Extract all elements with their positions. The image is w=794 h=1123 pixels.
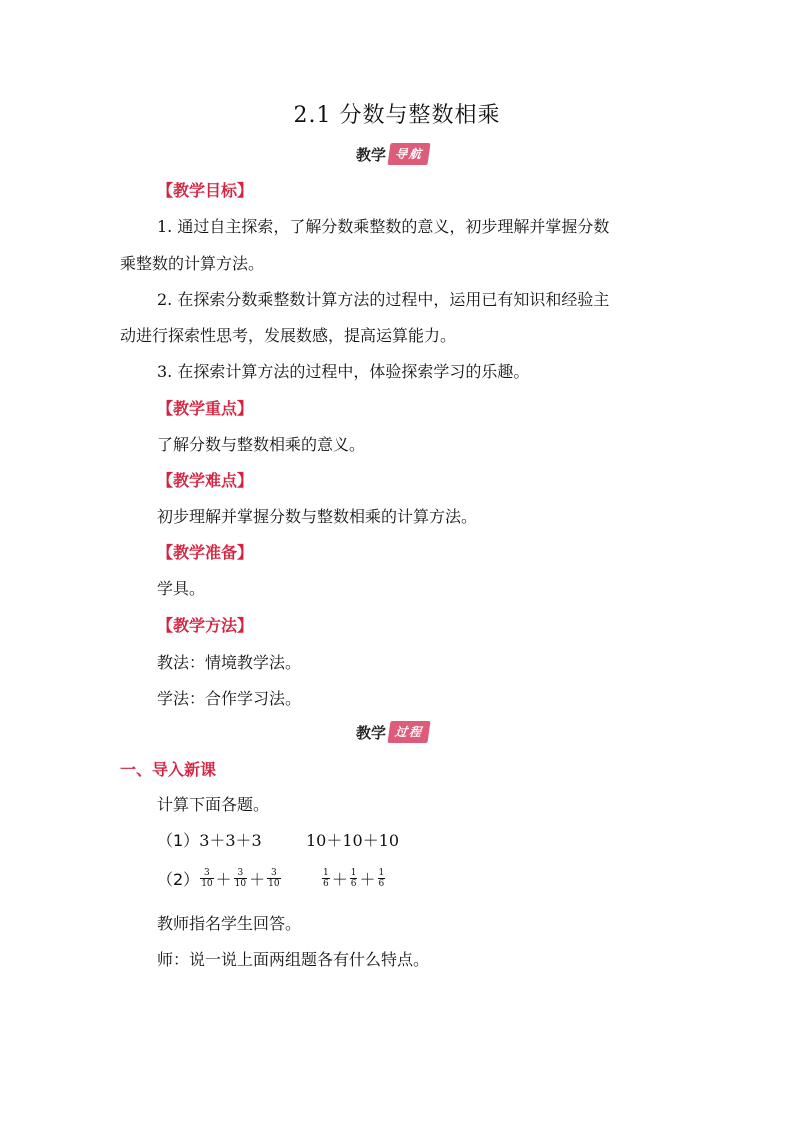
plus-sign: ＋ <box>215 869 232 889</box>
fraction <box>350 868 358 889</box>
section-heading-key: 【教学重点】 <box>157 399 254 418</box>
section-heading-goal: 【教学目标】 <box>157 181 254 200</box>
fraction-numerator: 3 <box>200 868 213 879</box>
question-2 <box>157 860 282 896</box>
fraction <box>200 868 213 889</box>
fraction-numerator: 1 <box>350 867 357 878</box>
fraction-sum-b <box>321 867 386 890</box>
fraction <box>267 868 280 889</box>
section-heading-method: 【教学方法】 <box>157 616 254 635</box>
fraction-numerator: 3 <box>267 868 280 879</box>
badge-teaching-process <box>356 720 429 744</box>
fraction-sum-a <box>199 867 281 890</box>
part-heading-intro: 一、导入新课 <box>120 760 217 779</box>
fraction-numerator: 1 <box>378 867 385 878</box>
goal-item-2-line1: 2. 在探索分数乘整数计算方法的过程中，运用已有知识和经验主 <box>157 290 610 309</box>
prep-text: 学具。 <box>157 579 206 598</box>
key-point-text: 了解分数与整数相乘的意义。 <box>157 435 366 454</box>
question-label: （2） <box>157 869 200 889</box>
answer-note: 教师指名学生回答。 <box>157 914 302 933</box>
fraction-denominator: 10 <box>268 878 280 889</box>
question-1a: 3＋3＋3 <box>199 831 262 850</box>
question-1b: 10＋10＋10 <box>306 831 400 850</box>
fraction-denominator: 10 <box>234 878 247 889</box>
question-1 <box>157 828 262 851</box>
fraction-denominator: 10 <box>201 878 213 889</box>
goal-item-2-line2: 动进行探索性思考，发展数感，提高运算能力。 <box>120 326 457 345</box>
page-title: 2.1 分数与整数相乘 <box>293 103 501 128</box>
plus-sign: ＋ <box>359 869 376 889</box>
goal-item-1-line2: 乘整数的计算方法。 <box>120 254 265 273</box>
badge-tag: 过程 <box>387 721 430 743</box>
intro-text: 计算下面各题。 <box>157 795 270 814</box>
goal-item-1-line1: 1. 通过自主探索，了解分数乘整数的意义，初步理解并掌握分数 <box>157 217 610 236</box>
fraction-sum-b-wrap <box>321 860 386 896</box>
fraction-numerator: 3 <box>234 868 247 879</box>
teacher-question: 师：说一说上面两组题各有什么特点。 <box>157 950 430 969</box>
fraction-denominator: 6 <box>323 878 329 889</box>
section-heading-prep: 【教学准备】 <box>157 543 254 562</box>
fraction <box>322 868 330 889</box>
plus-sign: ＋ <box>331 869 348 889</box>
badge-tag: 导航 <box>387 143 430 165</box>
badge-label: 教学 <box>356 723 387 742</box>
plus-sign: ＋ <box>249 869 266 889</box>
question-label: （1） <box>157 831 200 850</box>
section-heading-difficult: 【教学难点】 <box>157 471 254 490</box>
method-teach-text: 教法：情境教学法。 <box>157 653 302 672</box>
method-learn-text: 学法：合作学习法。 <box>157 689 302 708</box>
goal-item-3-line1: 3. 在探索计算方法的过程中，体验探索学习的乐趣。 <box>157 362 530 381</box>
badge-teaching-nav <box>356 142 429 166</box>
badge-label: 教学 <box>356 145 387 164</box>
fraction-numerator: 1 <box>323 867 329 878</box>
fraction <box>378 868 386 889</box>
fraction-denominator: 6 <box>350 878 357 889</box>
difficult-point-text: 初步理解并掌握分数与整数相乘的计算方法。 <box>157 507 478 526</box>
fraction <box>234 868 247 889</box>
fraction-denominator: 6 <box>378 878 385 889</box>
